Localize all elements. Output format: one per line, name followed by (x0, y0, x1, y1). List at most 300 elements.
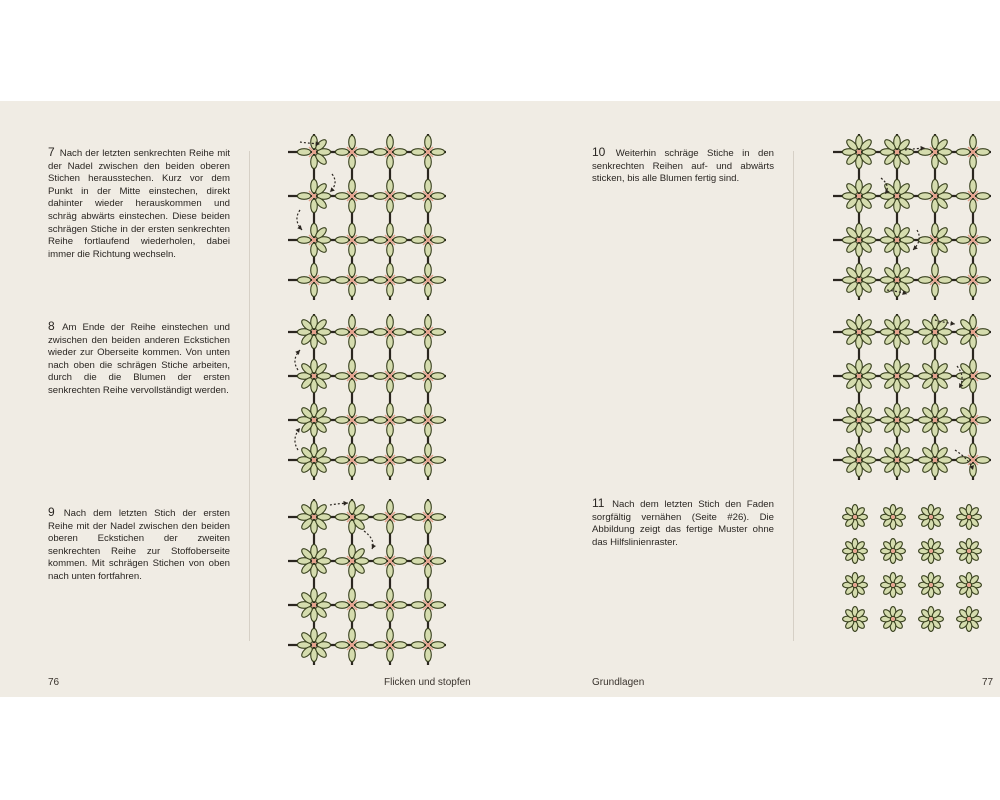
step-10-text (592, 146, 774, 186)
flower-center (426, 418, 430, 422)
leaf-stitch (387, 223, 394, 236)
flower-motif (335, 223, 368, 256)
flower-center (426, 330, 430, 334)
leaf-stitch (976, 329, 989, 336)
leaf-stitch (387, 263, 394, 276)
leaf-stitch (335, 642, 348, 649)
leaf-stitch (387, 135, 394, 148)
leaf-stitch (938, 277, 951, 284)
flower-motif (411, 443, 444, 476)
leaf-stitch (373, 237, 386, 244)
leaf-stitch (970, 155, 977, 168)
step-instruction: Nach dem letzten Stich den Faden sorgfältig vernähen (Seite #26). Die Abbildung zeigt das fertige Muster ohne das Hilfslinienraster. (592, 499, 774, 548)
leaf-stitch (431, 373, 444, 380)
leaf-stitch (349, 243, 356, 256)
leaf-stitch (373, 602, 386, 609)
leaf-stitch (317, 277, 330, 284)
leaf-stitch (335, 417, 348, 424)
leaf-stitch (976, 417, 989, 424)
leaf-stitch (393, 642, 406, 649)
leaf-stitch (335, 514, 348, 521)
flower-motif (956, 135, 989, 168)
flower-motif (411, 359, 444, 392)
flower-motif (373, 443, 406, 476)
leaf-stitch (425, 155, 432, 168)
flower-center (350, 559, 354, 563)
flower-center (426, 278, 430, 282)
leaf-stitch (976, 457, 989, 464)
flower-motif (918, 263, 951, 296)
leaf-stitch (411, 457, 424, 464)
leaf-stitch (425, 335, 432, 348)
flower-center (388, 515, 392, 519)
flower-motif (843, 573, 868, 598)
leaf-stitch (918, 149, 931, 156)
flower-center (426, 150, 430, 154)
flower-motif (919, 505, 944, 530)
leaf-stitch (387, 648, 394, 661)
leaf-stitch (976, 193, 989, 200)
flower-center (388, 330, 392, 334)
left-page-column-rule (249, 151, 250, 641)
leaf-stitch (297, 277, 310, 284)
leaf-stitch (335, 237, 348, 244)
leaf-stitch (411, 514, 424, 521)
flower-center (895, 238, 899, 242)
leaf-stitch (425, 263, 432, 276)
flower-center (426, 458, 430, 462)
leaf-stitch (425, 135, 432, 148)
flower-center (967, 515, 971, 519)
leaf-stitch (956, 277, 969, 284)
flower-center (350, 150, 354, 154)
leaf-stitch (976, 149, 989, 156)
leaf-stitch (349, 179, 356, 192)
leaf-stitch (956, 193, 969, 200)
flower-center (312, 194, 316, 198)
flower-motif (843, 539, 868, 564)
leaf-stitch (349, 263, 356, 276)
flower-center (312, 150, 316, 154)
leaf-stitch (335, 602, 348, 609)
flower-center (426, 559, 430, 563)
flower-motif (956, 263, 989, 296)
flower-center (895, 150, 899, 154)
flower-center (929, 617, 933, 621)
flower-motif (411, 179, 444, 212)
step-number: 9 (48, 505, 55, 519)
leaf-stitch (349, 443, 356, 456)
leaf-stitch (387, 379, 394, 392)
flower-center (312, 418, 316, 422)
flower-motif (956, 179, 989, 212)
leaf-stitch (918, 277, 931, 284)
leaf-stitch (355, 457, 368, 464)
flower-center (891, 515, 895, 519)
leaf-stitch (355, 193, 368, 200)
leaf-stitch (387, 544, 394, 557)
flower-motif (335, 315, 368, 348)
flower-center (388, 559, 392, 563)
leaf-stitch (425, 588, 432, 601)
leaf-stitch (387, 564, 394, 577)
leaf-stitch (311, 263, 318, 276)
leaf-stitch (425, 648, 432, 661)
leaf-stitch (387, 520, 394, 533)
flower-motif (411, 263, 444, 296)
leaf-stitch (918, 193, 931, 200)
flower-center (426, 603, 430, 607)
running-title-right: Grundlagen (592, 677, 645, 688)
flower-motif (335, 135, 368, 168)
flower-center (426, 238, 430, 242)
step-11-text (592, 497, 774, 549)
leaf-stitch (373, 329, 386, 336)
flower-motif (373, 315, 406, 348)
direction-arrow (364, 531, 376, 549)
direction-arrow (295, 350, 300, 370)
leaf-stitch (431, 457, 444, 464)
flower-center (895, 194, 899, 198)
flower-motif (881, 539, 906, 564)
flower-center (857, 330, 861, 334)
flower-center (388, 458, 392, 462)
leaf-stitch (373, 514, 386, 521)
flower-motif (373, 135, 406, 168)
leaf-stitch (387, 608, 394, 621)
flower-center (895, 374, 899, 378)
flower-motif (335, 403, 368, 436)
flower-center (891, 617, 895, 621)
step-instruction: Nach dem letzten Stich der ersten Reihe mit der Nadel zwischen den beiden oberen Eckstichen der zweiten senkrechten Reihe zur Stoffoberseite kommen. Mit schrägen Stichen von oben nach unten fortfahren. (48, 508, 231, 582)
leaf-stitch (387, 243, 394, 256)
leaf-stitch (387, 155, 394, 168)
leaf-stitch (425, 564, 432, 577)
flower-motif (373, 544, 406, 577)
leaf-stitch (393, 417, 406, 424)
leaf-stitch (425, 423, 432, 436)
flower-center (933, 278, 937, 282)
leaf-stitch (393, 514, 406, 521)
leaf-stitch (393, 329, 406, 336)
leaf-stitch (976, 373, 989, 380)
leaf-stitch (373, 193, 386, 200)
leaf-stitch (425, 443, 432, 456)
flower-center (929, 515, 933, 519)
diagram-step-8 (280, 310, 450, 485)
leaf-stitch (373, 149, 386, 156)
leaf-stitch (387, 179, 394, 192)
flower-center (350, 278, 354, 282)
flower-center (895, 418, 899, 422)
flower-motif (373, 403, 406, 436)
flower-motif (956, 443, 989, 476)
flower-center (388, 150, 392, 154)
diagram-step-10b (825, 310, 995, 485)
flower-center (971, 150, 975, 154)
leaf-stitch (311, 283, 318, 296)
step-8-text (48, 320, 230, 398)
flower-motif (373, 588, 406, 621)
step-9-text (48, 506, 230, 584)
leaf-stitch (373, 417, 386, 424)
flower-center (857, 278, 861, 282)
flower-center (895, 278, 899, 282)
flower-motif (881, 607, 906, 632)
flower-motif (373, 500, 406, 533)
flower-center (895, 330, 899, 334)
flower-center (857, 374, 861, 378)
leaf-stitch (297, 193, 310, 200)
flower-motif (881, 505, 906, 530)
leaf-stitch (387, 463, 394, 476)
flower-center (388, 374, 392, 378)
flower-center (971, 194, 975, 198)
leaf-stitch (387, 199, 394, 212)
flower-center (426, 515, 430, 519)
flower-motif (919, 607, 944, 632)
leaf-stitch (355, 417, 368, 424)
leaf-stitch (393, 277, 406, 284)
flower-motif (297, 263, 330, 296)
flower-center (350, 238, 354, 242)
leaf-stitch (425, 628, 432, 641)
leaf-stitch (373, 642, 386, 649)
flower-motif (881, 573, 906, 598)
flower-center (853, 583, 857, 587)
flower-center (853, 515, 857, 519)
leaf-stitch (335, 329, 348, 336)
leaf-stitch (970, 443, 977, 456)
leaf-stitch (349, 403, 356, 416)
leaf-stitch (297, 237, 310, 244)
leaf-stitch (431, 193, 444, 200)
leaf-stitch (349, 359, 356, 372)
flower-center (350, 603, 354, 607)
leaf-stitch (425, 283, 432, 296)
leaf-stitch (431, 277, 444, 284)
leaf-stitch (393, 457, 406, 464)
leaf-stitch (970, 179, 977, 192)
flower-center (853, 617, 857, 621)
leaf-stitch (387, 335, 394, 348)
leaf-stitch (411, 193, 424, 200)
flower-center (388, 194, 392, 198)
flower-center (967, 549, 971, 553)
flower-center (967, 617, 971, 621)
flower-motif (843, 505, 868, 530)
flower-motif (957, 607, 982, 632)
leaf-stitch (349, 155, 356, 168)
leaf-stitch (431, 237, 444, 244)
flower-center (933, 330, 937, 334)
flower-center (350, 374, 354, 378)
leaf-stitch (918, 237, 931, 244)
direction-arrow (330, 174, 335, 192)
leaf-stitch (355, 642, 368, 649)
flower-motif (373, 179, 406, 212)
flower-center (388, 643, 392, 647)
diagram-step-11 (835, 497, 990, 647)
leaf-stitch (393, 373, 406, 380)
flower-motif (411, 223, 444, 256)
flower-motif (411, 500, 444, 533)
leaf-stitch (431, 642, 444, 649)
flower-center (971, 374, 975, 378)
running-title-left: Flicken und stopfen (384, 677, 471, 688)
flower-motif (919, 573, 944, 598)
right-page-column-rule (793, 151, 794, 641)
leaf-stitch (349, 223, 356, 236)
step-instruction: Weiterhin schräge Stiche in den senkrechten Reihen auf- und abwärts sticken, bis alle Blumen fertig sind. (592, 148, 774, 185)
leaf-stitch (425, 544, 432, 557)
leaf-stitch (425, 403, 432, 416)
flower-motif (957, 505, 982, 530)
leaf-stitch (387, 315, 394, 328)
flower-motif (411, 403, 444, 436)
flower-center (971, 238, 975, 242)
flower-center (857, 194, 861, 198)
leaf-stitch (349, 628, 356, 641)
leaf-stitch (355, 373, 368, 380)
flower-center (350, 515, 354, 519)
leaf-stitch (411, 149, 424, 156)
flower-motif (335, 359, 368, 392)
diagram-step-7 (280, 130, 450, 305)
flower-center (891, 549, 895, 553)
step-number: 8 (48, 319, 55, 333)
leaf-stitch (431, 149, 444, 156)
leaf-stitch (393, 193, 406, 200)
flower-center (971, 330, 975, 334)
leaf-stitch (431, 602, 444, 609)
flower-motif (335, 628, 368, 661)
leaf-stitch (355, 237, 368, 244)
leaf-stitch (335, 457, 348, 464)
leaf-stitch (970, 223, 977, 236)
flower-center (895, 458, 899, 462)
flower-center (933, 418, 937, 422)
leaf-stitch (393, 237, 406, 244)
flower-center (312, 458, 316, 462)
flower-center (929, 583, 933, 587)
leaf-stitch (431, 417, 444, 424)
flower-motif (411, 628, 444, 661)
leaf-stitch (411, 558, 424, 565)
flower-center (388, 238, 392, 242)
leaf-stitch (425, 379, 432, 392)
leaf-stitch (425, 463, 432, 476)
flower-center (971, 458, 975, 462)
leaf-stitch (349, 588, 356, 601)
leaf-stitch (425, 199, 432, 212)
leaf-stitch (349, 199, 356, 212)
leaf-stitch (431, 329, 444, 336)
leaf-stitch (349, 335, 356, 348)
leaf-stitch (970, 243, 977, 256)
leaf-stitch (387, 423, 394, 436)
flower-center (857, 418, 861, 422)
direction-arrow (330, 501, 348, 506)
flower-center (350, 458, 354, 462)
leaf-stitch (335, 193, 348, 200)
leaf-stitch (387, 283, 394, 296)
flower-center (967, 583, 971, 587)
leaf-stitch (387, 500, 394, 513)
flower-center (312, 278, 316, 282)
flower-center (350, 418, 354, 422)
leaf-stitch (425, 520, 432, 533)
flower-center (312, 238, 316, 242)
flower-center (891, 583, 895, 587)
leaf-stitch (970, 283, 977, 296)
leaf-stitch (387, 359, 394, 372)
leaf-stitch (349, 135, 356, 148)
flower-motif (335, 263, 368, 296)
leaf-stitch (349, 423, 356, 436)
flower-center (933, 374, 937, 378)
step-number: 11 (592, 496, 605, 510)
leaf-stitch (411, 329, 424, 336)
leaf-stitch (373, 277, 386, 284)
flower-center (350, 330, 354, 334)
flower-center (929, 549, 933, 553)
leaf-stitch (411, 373, 424, 380)
leaf-stitch (387, 443, 394, 456)
leaf-stitch (932, 263, 939, 276)
flower-motif (373, 628, 406, 661)
leaf-stitch (373, 457, 386, 464)
leaf-stitch (425, 500, 432, 513)
diagram-step-9 (280, 495, 450, 670)
flower-center (426, 194, 430, 198)
flower-center (933, 458, 937, 462)
leaf-stitch (411, 417, 424, 424)
flower-center (857, 238, 861, 242)
flower-center (312, 330, 316, 334)
flower-center (933, 238, 937, 242)
leaf-stitch (387, 628, 394, 641)
leaf-stitch (970, 199, 977, 212)
leaf-stitch (411, 602, 424, 609)
flower-center (857, 458, 861, 462)
page-number-right: 77 (982, 677, 994, 688)
flower-motif (411, 544, 444, 577)
leaf-stitch (425, 223, 432, 236)
flower-motif (373, 263, 406, 296)
leaf-stitch (349, 648, 356, 661)
flower-center (388, 418, 392, 422)
leaf-stitch (411, 642, 424, 649)
leaf-stitch (932, 283, 939, 296)
leaf-stitch (393, 149, 406, 156)
step-instruction: Am Ende der Reihe einstechen und zwischen den beiden anderen Eckstichen wieder zur Oberseite kommen. Von unten nach oben die schrägen Stiche arbeiten, durch die die Blumen der ersten senkrechten Reihe vervollständigt werden. (48, 322, 230, 396)
direction-arrow (295, 428, 300, 450)
leaf-stitch (349, 608, 356, 621)
leaf-stitch (355, 149, 368, 156)
flower-center (853, 549, 857, 553)
leaf-stitch (297, 149, 310, 156)
flower-motif (335, 179, 368, 212)
flower-motif (919, 539, 944, 564)
flower-center (426, 374, 430, 378)
flower-center (312, 374, 316, 378)
leaf-stitch (411, 237, 424, 244)
step-7-text (48, 146, 230, 261)
leaf-stitch (970, 263, 977, 276)
leaf-stitch (425, 243, 432, 256)
flower-center (426, 643, 430, 647)
